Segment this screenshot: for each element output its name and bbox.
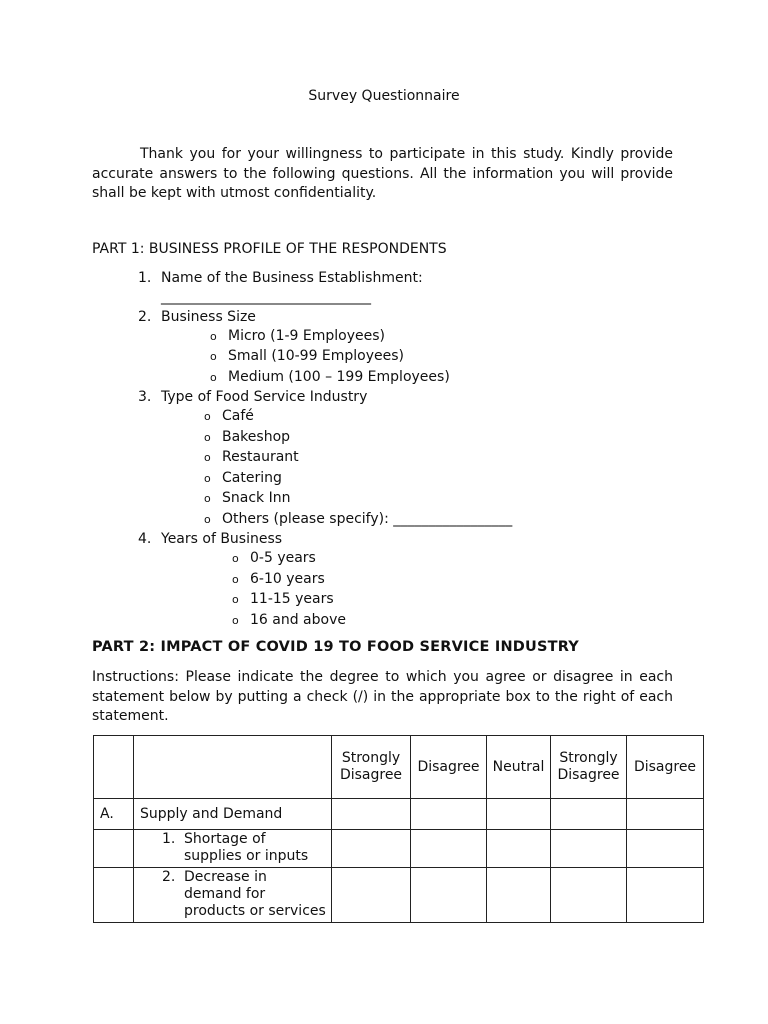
check-cell[interactable]: [332, 799, 411, 830]
header-strongly-disagree-2: [551, 736, 627, 799]
option-label: 6-10 years: [250, 571, 325, 587]
check-cell[interactable]: [411, 868, 487, 923]
bullet-icon: o: [232, 573, 239, 586]
intro-text: Thank you for your willingness to participate in this study. Kindly provide accurate answers to the following questions. All the information you will provide shall be kept with utmost confidentiality.: [92, 146, 673, 201]
bullet-icon: o: [204, 451, 211, 464]
option-label: Café: [222, 408, 254, 424]
option-cafe[interactable]: [204, 407, 254, 426]
question-1: [138, 269, 423, 287]
header-blank-statement: [134, 736, 332, 799]
table-row: [94, 868, 704, 923]
section-letter: A.: [94, 799, 134, 830]
option-bakeshop[interactable]: [204, 428, 290, 447]
option-label: Bakeshop: [222, 429, 291, 445]
option-0-5-years[interactable]: [232, 549, 316, 568]
table-row: [94, 830, 704, 868]
header-disagree: [411, 736, 487, 799]
intro-paragraph: [92, 145, 673, 204]
header-blank-letter: [94, 736, 134, 799]
statement-number: 2.: [162, 869, 176, 885]
header-strongly-disagree: [332, 736, 411, 799]
option-label: Catering: [222, 470, 282, 486]
header-line: Disagree: [339, 767, 403, 783]
statement-text: supplies or inputs: [184, 848, 309, 864]
question-3-number: 3.: [138, 389, 152, 405]
check-cell[interactable]: [411, 799, 487, 830]
bullet-icon: o: [204, 472, 211, 485]
instructions-paragraph: Instructions: Please indicate the degree to which you agree or disagree in each statement below by putting a check (/) in the appropriate box to the right of each statement.: [92, 669, 673, 724]
header-disagree-2: [627, 736, 704, 799]
header-line: Disagree: [557, 767, 620, 783]
part1-heading: PART 1: BUSINESS PROFILE OF THE RESPONDENTS: [92, 241, 447, 257]
business-name-blank[interactable]: ______________________________: [161, 289, 371, 305]
check-cell[interactable]: [551, 868, 627, 923]
section-row: [94, 799, 704, 830]
question-4-number: 4.: [138, 531, 152, 547]
statement-2: [134, 868, 332, 923]
statement-text: Decrease in: [184, 869, 267, 885]
section-label: Supply and Demand: [134, 799, 332, 830]
check-cell[interactable]: [487, 830, 551, 868]
option-snack-inn[interactable]: [204, 489, 290, 508]
check-cell[interactable]: [627, 868, 704, 923]
bullet-icon: o: [204, 492, 211, 505]
option-label: Small (10-99 Employees): [228, 348, 405, 364]
option-label: Restaurant: [222, 449, 299, 465]
empty-letter-cell: [94, 868, 134, 923]
statement-1: [134, 830, 332, 868]
bullet-icon: o: [210, 330, 217, 343]
document-title: Survey Questionnaire: [308, 88, 460, 104]
question-4: [138, 530, 282, 548]
option-11-15-years[interactable]: [232, 590, 334, 609]
part2-heading: PART 2: IMPACT OF COVID 19 TO FOOD SERVICE INDUSTRY: [92, 639, 579, 655]
option-6-10-years[interactable]: [232, 570, 325, 589]
option-label: 0-5 years: [250, 550, 316, 566]
option-16-and-above[interactable]: [232, 611, 346, 630]
question-1-number: 1.: [138, 270, 152, 286]
bullet-icon: o: [204, 431, 211, 444]
option-catering[interactable]: [204, 469, 282, 488]
bullet-icon: o: [204, 513, 211, 526]
question-3-label: Type of Food Service Industry: [161, 389, 368, 405]
check-cell[interactable]: [411, 830, 487, 868]
bullet-icon: o: [232, 593, 239, 606]
table-header-row: [94, 736, 704, 799]
header-neutral: [487, 736, 551, 799]
option-label: 11-15 years: [250, 591, 334, 607]
option-label: Micro (1-9 Employees): [228, 328, 386, 344]
header-line: Strongly: [559, 750, 618, 766]
option-micro[interactable]: [210, 327, 385, 346]
check-cell[interactable]: [627, 830, 704, 868]
statement-text: products or services: [184, 903, 326, 919]
option-label: Medium (100 – 199 Employees): [228, 369, 450, 385]
bullet-icon: o: [232, 552, 239, 565]
bullet-icon: o: [210, 371, 217, 384]
option-label: Others (please specify): _________________: [222, 511, 513, 527]
empty-letter-cell: [94, 830, 134, 868]
check-cell[interactable]: [551, 830, 627, 868]
option-small[interactable]: [210, 347, 404, 366]
bullet-icon: o: [232, 614, 239, 627]
statement-text: demand for: [184, 886, 266, 902]
question-4-label: Years of Business: [161, 531, 283, 547]
option-label: Snack Inn: [222, 490, 291, 506]
question-2: [138, 308, 256, 326]
option-others[interactable]: [204, 510, 512, 529]
option-label: 16 and above: [250, 612, 346, 628]
statement-text: Shortage of: [184, 831, 266, 847]
statement-line: [162, 869, 327, 886]
check-cell[interactable]: [627, 799, 704, 830]
check-cell[interactable]: [487, 799, 551, 830]
option-medium[interactable]: [210, 368, 450, 387]
check-cell[interactable]: [487, 868, 551, 923]
header-line: Neutral: [492, 758, 545, 775]
question-1-label: Name of the Business Establishment:: [161, 270, 423, 286]
question-2-number: 2.: [138, 309, 152, 325]
bullet-icon: o: [204, 410, 211, 423]
check-cell[interactable]: [332, 868, 411, 923]
check-cell[interactable]: [332, 830, 411, 868]
intro-indent: [92, 146, 140, 162]
statement-line: [162, 831, 327, 848]
statement-number: 1.: [162, 831, 176, 847]
question-3: [138, 388, 367, 406]
option-restaurant[interactable]: [204, 448, 299, 467]
check-cell[interactable]: [551, 799, 627, 830]
likert-table: [93, 735, 704, 923]
header-line: Strongly: [341, 750, 401, 766]
bullet-icon: o: [210, 350, 217, 363]
question-2-label: Business Size: [161, 309, 256, 325]
header-line: Disagree: [417, 758, 480, 775]
header-line: Disagree: [633, 758, 697, 775]
